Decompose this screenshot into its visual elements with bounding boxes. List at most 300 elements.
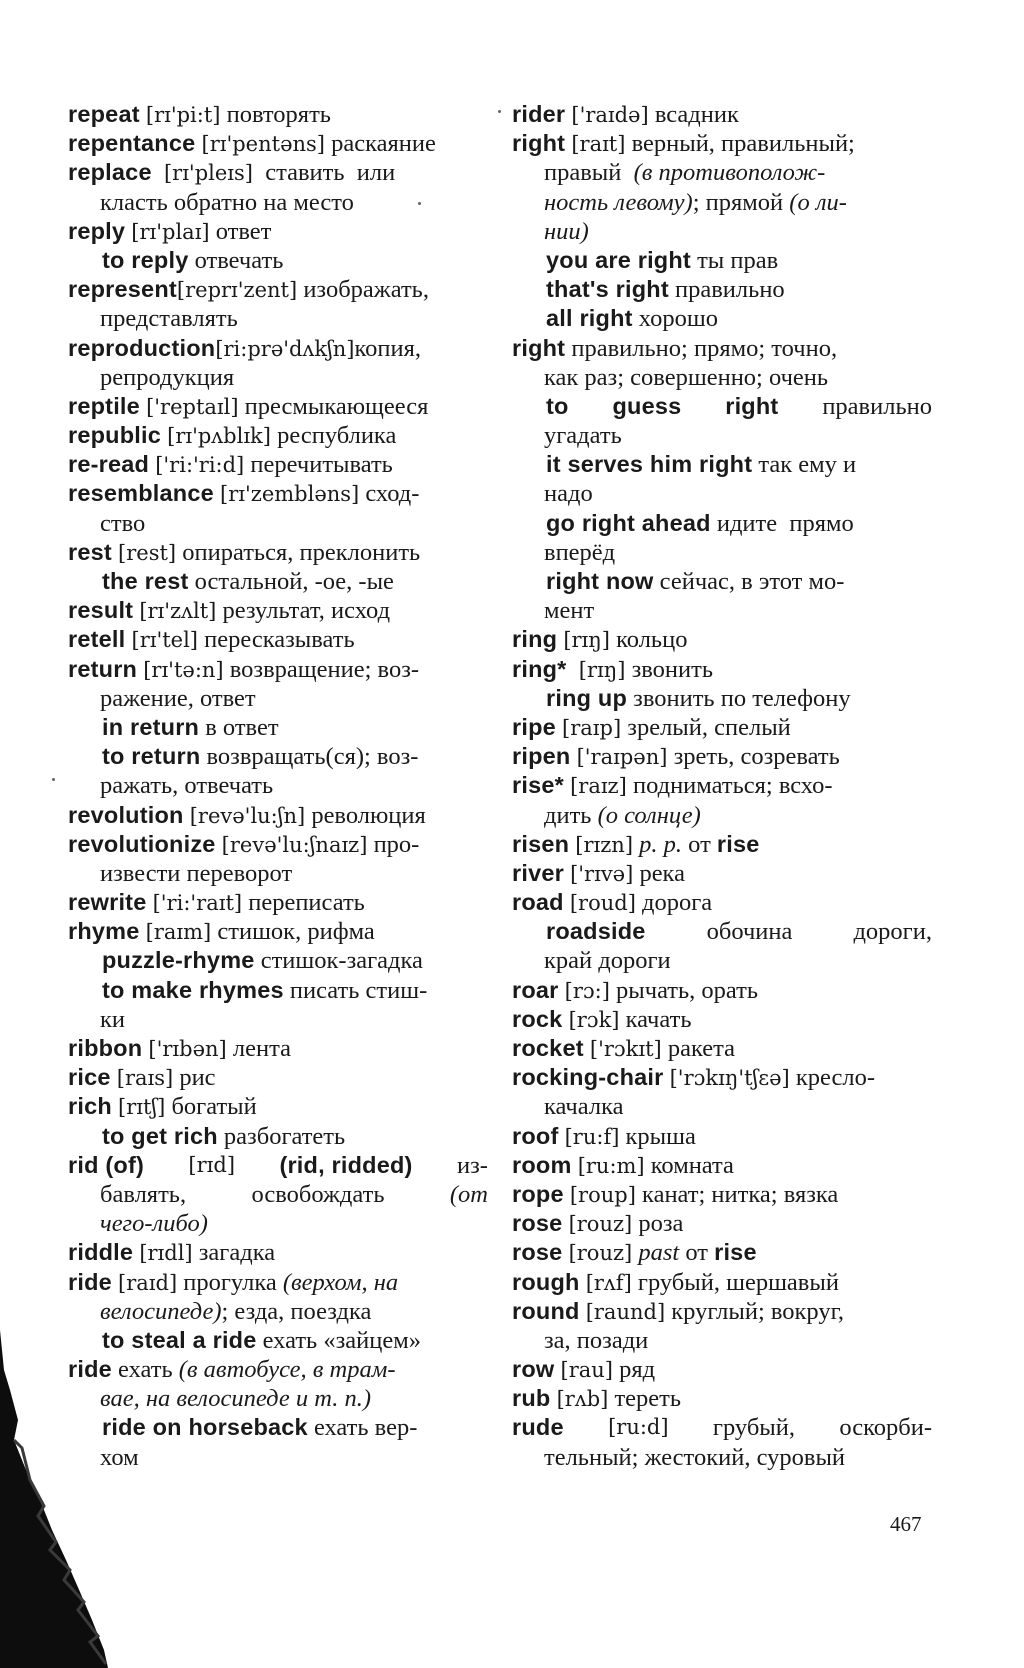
- transcription: ['raɪdə]: [571, 103, 649, 127]
- transcription: [rest]: [118, 540, 177, 565]
- translation: грубый, шершавый: [631, 1268, 839, 1296]
- headword: ride: [68, 1268, 112, 1295]
- headword: represent: [68, 276, 177, 303]
- entry-line: [512, 100, 932, 129]
- transcription: [revə'lu:ʃn]: [189, 803, 306, 828]
- headword: replace: [68, 159, 152, 186]
- translation: дить: [544, 801, 598, 829]
- continuation-line: [68, 1297, 488, 1326]
- gloss: (о солнце): [597, 801, 701, 829]
- headword: ripe: [512, 713, 556, 740]
- continuation-line: [68, 771, 488, 800]
- translation: ; прямой: [692, 188, 790, 216]
- gloss: (о ли-: [789, 188, 847, 216]
- subentry-line: [68, 567, 488, 596]
- headword: ring up: [546, 684, 628, 711]
- headword: rider: [512, 101, 566, 127]
- translation: обочина: [706, 918, 793, 946]
- subentry-line: [68, 246, 488, 275]
- transcription: [rɔk]: [568, 1007, 620, 1032]
- translation: так ему и: [752, 451, 857, 479]
- headword: ride on horseback: [102, 1414, 308, 1441]
- translation: правильно; прямо; точно,: [565, 334, 838, 362]
- entry-line: [512, 976, 932, 1005]
- entry-line: [68, 334, 488, 363]
- transcription: [rɪ'zʌlt]: [139, 599, 217, 624]
- headword: right now: [546, 568, 654, 594]
- translation: зрелый, спелый: [621, 713, 791, 741]
- transcription: [rɪ'tel]: [131, 628, 198, 653]
- translation: [567, 656, 579, 683]
- entry-line: [68, 392, 488, 421]
- subentry-line: [68, 713, 488, 742]
- transcription: [rɪ'pentəns]: [201, 132, 325, 157]
- translation: в ответ: [199, 713, 279, 741]
- headword: to get rich: [102, 1122, 218, 1149]
- translation: зреть, созревать: [667, 743, 840, 771]
- entry-line: [512, 1238, 932, 1267]
- headword: ring: [512, 626, 558, 653]
- transcription: [rɪtʃ]: [118, 1095, 166, 1120]
- headword: rise: [714, 1239, 757, 1266]
- transcription: [rʌf]: [585, 1270, 632, 1295]
- headword: reproduction: [68, 334, 216, 361]
- headword: right: [512, 130, 566, 157]
- translation: освобождать: [251, 1180, 385, 1208]
- translation: бавлять,: [100, 1180, 187, 1208]
- translation: от: [682, 830, 717, 858]
- transcription: [roup]: [569, 1182, 636, 1207]
- headword: rub: [512, 1385, 551, 1412]
- transcription: [rɪŋ]: [578, 657, 626, 682]
- subentry-line: [512, 304, 932, 333]
- translation: из-: [457, 1151, 488, 1179]
- transcription: ['raɪpən]: [576, 745, 668, 770]
- transcription: [revə'lu:ʃnaɪz]: [221, 832, 368, 857]
- transcription: [rʌb]: [556, 1387, 609, 1412]
- headword: to make rhymes: [102, 976, 284, 1003]
- translation: ражать, отвечать: [100, 772, 274, 800]
- headword: rhyme: [68, 918, 140, 945]
- transcription: [ru:f]: [564, 1124, 620, 1149]
- translation: опираться, преклонить: [176, 538, 421, 566]
- translation: переписать: [242, 889, 365, 917]
- headword: (rid, ridded): [279, 1151, 413, 1178]
- translation: ракета: [661, 1035, 736, 1062]
- subentry-line: [512, 275, 932, 304]
- transcription: ['rɔkɪŋ'tʃɛə]: [669, 1066, 790, 1091]
- translation: революция: [305, 801, 426, 829]
- headword: right: [512, 334, 566, 361]
- translation: дороги,: [853, 918, 932, 946]
- translation: подниматься; всхо-: [626, 772, 833, 800]
- translation: результат, исход: [216, 597, 391, 625]
- gloss: велосипеде): [100, 1297, 222, 1325]
- right-column: [512, 100, 932, 1472]
- translation: пресмыкающееся: [238, 392, 429, 420]
- headword: ride: [68, 1356, 112, 1383]
- translation: повторять: [220, 101, 331, 128]
- translation: лента: [226, 1035, 291, 1062]
- translation: копия,: [354, 334, 422, 362]
- entry-line: [68, 129, 488, 158]
- entry-line: [512, 1413, 932, 1442]
- subentry-line: [68, 976, 488, 1005]
- transcription: [rɪŋ]: [563, 628, 610, 653]
- continuation-line: [512, 363, 932, 392]
- translation: загадка: [192, 1239, 276, 1267]
- entry-line: [512, 655, 932, 684]
- headword: the rest: [102, 568, 189, 594]
- headword: to reply: [102, 246, 189, 273]
- translation: кольцо: [609, 626, 688, 654]
- translation: качалка: [544, 1093, 624, 1121]
- translation: ставить или: [252, 159, 396, 187]
- translation: верный, правильный;: [625, 130, 855, 158]
- translation: канат; нитка; вязка: [635, 1180, 839, 1208]
- gloss: (в противополож-: [633, 159, 826, 187]
- transcription: [rouz]: [568, 1241, 633, 1266]
- entry-line: [512, 1122, 932, 1151]
- entry-line: [512, 1268, 932, 1297]
- continuation-line: [68, 684, 488, 713]
- translation: звонить по телефону: [627, 684, 851, 712]
- translation: как раз; совершенно; очень: [544, 363, 829, 391]
- entry-line: [68, 275, 488, 304]
- translation: край дороги: [544, 947, 671, 975]
- entry-line: [68, 1151, 488, 1180]
- translation: ; езда, поездка: [221, 1297, 372, 1325]
- translation: всадник: [648, 101, 739, 128]
- continuation-line: [68, 859, 488, 888]
- translation: правильно: [822, 392, 932, 420]
- entry-line: [68, 1268, 488, 1297]
- translation: мент: [544, 597, 595, 625]
- translation: ряд: [613, 1356, 656, 1384]
- entry-line: [68, 801, 488, 830]
- transcription: [reprɪ'zent]: [176, 278, 298, 303]
- translation: тереть: [608, 1385, 682, 1413]
- headword: ripen: [512, 743, 571, 770]
- continuation-line: [512, 538, 932, 567]
- entry-line: [512, 625, 932, 654]
- transcription: [ri:prə'dʌkʃn]: [215, 336, 355, 361]
- entry-line: [512, 742, 932, 771]
- speck: [418, 202, 421, 205]
- gloss: нии): [544, 217, 589, 245]
- translation: крыша: [619, 1122, 696, 1150]
- transcription: ['rɔkɪt]: [589, 1037, 662, 1061]
- translation: угадать: [544, 422, 622, 450]
- translation: ответ: [209, 217, 272, 245]
- translation: ехать вер-: [307, 1414, 418, 1442]
- translation: отвечать: [188, 246, 284, 274]
- headword: rude: [512, 1414, 564, 1441]
- subentry-line: [512, 246, 932, 275]
- headword: in return: [102, 713, 200, 740]
- continuation-line: [68, 304, 488, 333]
- transcription: [rɪdl]: [139, 1241, 193, 1266]
- subentry-line: [512, 392, 932, 421]
- headword: repentance: [68, 130, 196, 157]
- translation: представлять: [100, 305, 238, 333]
- speck: [498, 110, 501, 113]
- translation: [152, 159, 164, 186]
- translation: республика: [270, 422, 397, 450]
- subentry-line: [512, 917, 932, 946]
- continuation-line: [512, 1443, 932, 1472]
- transcription: [raɪs]: [116, 1066, 174, 1091]
- left-column: [68, 100, 488, 1472]
- entry-line: [68, 1092, 488, 1121]
- transcription: [raɪm]: [145, 920, 212, 945]
- entry-line: [512, 1384, 932, 1413]
- headword: ring*: [512, 655, 567, 682]
- translation: тельный; жестокий, суровый: [544, 1443, 846, 1471]
- translation: дорога: [635, 889, 713, 917]
- continuation-line: [512, 596, 932, 625]
- entry-line: [68, 1238, 488, 1267]
- transcription: [roud]: [569, 891, 636, 916]
- translation: возвращать(ся); воз-: [200, 743, 419, 771]
- headword: re-read: [68, 451, 150, 478]
- gloss: (от: [449, 1180, 488, 1208]
- subentry-line: [512, 509, 932, 538]
- entry-line: [512, 771, 932, 800]
- gloss: past: [638, 1239, 680, 1267]
- transcription: [rɪd]: [188, 1152, 236, 1177]
- transcription: ['rɪvə]: [570, 861, 634, 886]
- transcription: [rɪ'plaɪ]: [131, 219, 210, 244]
- headword: that's right: [546, 276, 669, 303]
- transcription: [rɪ'pʌblɪk]: [167, 424, 271, 449]
- entry-line: [68, 450, 488, 479]
- translation: ехать «зайцем»: [256, 1326, 422, 1354]
- translation: грубый,: [712, 1414, 795, 1442]
- headword: ribbon: [68, 1035, 143, 1061]
- headword: rest: [68, 538, 112, 565]
- translation: ражение, ответ: [100, 684, 256, 712]
- entry-line: [68, 596, 488, 625]
- headword: rewrite: [68, 889, 147, 916]
- page-number: 467: [890, 1512, 922, 1536]
- transcription: [raɪz]: [570, 774, 627, 799]
- headword: it serves him right: [546, 451, 753, 478]
- headword: revolutionize: [68, 830, 216, 857]
- gloss: p. p.: [639, 830, 683, 858]
- continuation-line: [512, 158, 932, 187]
- translation: ство: [100, 509, 146, 537]
- translation: качать: [619, 1005, 692, 1033]
- headword: road: [512, 889, 564, 916]
- continuation-line: [68, 1384, 488, 1413]
- headword: rid (of): [68, 1151, 144, 1178]
- headword: rose: [512, 1239, 563, 1266]
- translation: стишок-загадка: [254, 947, 423, 975]
- entry-line: [512, 1151, 932, 1180]
- entry-line: [512, 1297, 932, 1326]
- translation: рычать, орать: [609, 976, 759, 1004]
- transcription: [rɪ'pleɪs]: [163, 161, 253, 186]
- continuation-line: [512, 217, 932, 246]
- translation: звонить: [625, 655, 714, 683]
- gloss: чего-либо): [100, 1210, 208, 1238]
- continuation-line: [512, 421, 932, 450]
- headword: rice: [68, 1064, 111, 1091]
- transcription: [ru:m]: [577, 1153, 645, 1178]
- transcription: [raɪd]: [118, 1270, 178, 1295]
- headword: roadside: [546, 918, 646, 945]
- headword: rope: [512, 1180, 564, 1207]
- entry-line: [512, 1180, 932, 1209]
- transcription: ['ri:'raɪt]: [152, 891, 243, 916]
- gloss: вае, на велосипеде и т. п.): [100, 1385, 371, 1413]
- headword: river: [512, 859, 564, 886]
- translation: хорошо: [632, 305, 718, 333]
- headword: row: [512, 1356, 555, 1383]
- headword: room: [512, 1151, 572, 1178]
- entry-line: [68, 100, 488, 129]
- translation: роза: [632, 1210, 684, 1238]
- continuation-line: [68, 363, 488, 392]
- headword: right: [725, 392, 779, 419]
- translation: хом: [100, 1443, 139, 1471]
- continuation-line: [68, 188, 488, 217]
- headword: reptile: [68, 392, 140, 419]
- headword: rough: [512, 1268, 580, 1295]
- page-edge-shadow-shape: [0, 1330, 108, 1668]
- subentry-line: [68, 742, 488, 771]
- continuation-line: [68, 1180, 488, 1209]
- headword: rocking-chair: [512, 1064, 664, 1091]
- transcription: ['reptaɪl]: [146, 394, 239, 419]
- headword: return: [68, 655, 138, 682]
- translation: раскаяние: [325, 130, 436, 158]
- translation: перечитывать: [244, 451, 393, 479]
- continuation-line: [512, 946, 932, 975]
- gloss: (в автобусе, в трам-: [178, 1356, 396, 1384]
- translation: про-: [367, 830, 420, 858]
- translation: оскорби-: [839, 1414, 932, 1442]
- transcription: ['ri:'ri:d]: [155, 453, 245, 478]
- transcription: [rau]: [560, 1358, 613, 1383]
- transcription: [rɪzn]: [575, 832, 634, 857]
- translation: ехать: [111, 1356, 179, 1384]
- headword: go right ahead: [546, 509, 711, 536]
- transcription: [ru:d]: [608, 1415, 669, 1440]
- headword: guess: [612, 392, 682, 419]
- headword: rose: [512, 1210, 563, 1237]
- entry-line: [68, 917, 488, 946]
- headword: rich: [68, 1093, 112, 1120]
- continuation-line: [68, 509, 488, 538]
- translation: ты прав: [690, 246, 779, 274]
- transcription: [rouz]: [568, 1212, 633, 1237]
- entry-line: [512, 1005, 932, 1034]
- page-edge-shadow: [0, 1330, 110, 1668]
- entry-line: [512, 713, 932, 742]
- translation: прогулка: [177, 1268, 283, 1296]
- entry-line: [512, 888, 932, 917]
- entry-line: [68, 830, 488, 859]
- entry-line: [68, 1063, 488, 1092]
- transcription: [raɪp]: [562, 715, 622, 740]
- translation: комната: [644, 1151, 734, 1179]
- translation: репродукция: [100, 363, 235, 391]
- transcription: [rɪ'tə:n]: [143, 657, 224, 682]
- continuation-line: [512, 1092, 932, 1121]
- gloss: (верхом, на: [282, 1268, 399, 1296]
- translation: идите прямо: [710, 509, 854, 537]
- subentry-line: [68, 1326, 488, 1355]
- translation: писать стиш-: [283, 976, 428, 1004]
- translation: пересказывать: [198, 626, 355, 654]
- translation: правильно: [668, 276, 785, 304]
- speck: [52, 778, 55, 781]
- entry-line: [512, 830, 932, 859]
- entry-line: [68, 1034, 488, 1063]
- translation: изображать,: [297, 276, 429, 304]
- translation: стишок, рифма: [211, 918, 375, 946]
- transcription: ['rɪbən]: [148, 1037, 227, 1061]
- subentry-line: [512, 567, 932, 596]
- entry-line: [68, 1355, 488, 1384]
- subentry-line: [68, 1122, 488, 1151]
- headword: roar: [512, 976, 559, 1003]
- continuation-line: [68, 1005, 488, 1034]
- headword: rise*: [512, 772, 564, 799]
- translation: извести переворот: [100, 859, 293, 887]
- headword: result: [68, 597, 134, 624]
- translation: сейчас, в этот мо-: [653, 568, 845, 595]
- headword: resemblance: [68, 480, 214, 507]
- continuation-line: [512, 801, 932, 830]
- translation: возвращение; воз-: [223, 655, 420, 683]
- translation: остальной, -ое, -ые: [188, 568, 394, 595]
- transcription: [rɪ'zembləns]: [220, 482, 360, 507]
- translation: река: [633, 859, 685, 887]
- transcription: [rɪ'pi:t]: [145, 103, 221, 127]
- headword: rock: [512, 1005, 563, 1032]
- continuation-line: [68, 1443, 488, 1472]
- headword: reply: [68, 217, 126, 244]
- headword: rocket: [512, 1035, 584, 1061]
- entry-line: [68, 625, 488, 654]
- continuation-line: [512, 188, 932, 217]
- entry-line: [512, 859, 932, 888]
- entry-line: [68, 888, 488, 917]
- headword: you are right: [546, 246, 691, 273]
- entry-line: [512, 334, 932, 363]
- transcription: [rɔ:]: [564, 978, 610, 1003]
- translation: от: [679, 1239, 715, 1267]
- gloss: ность левому): [544, 188, 693, 216]
- translation: надо: [544, 480, 593, 508]
- headword: round: [512, 1297, 580, 1324]
- subentry-line: [512, 450, 932, 479]
- transcription: [raund]: [585, 1299, 666, 1324]
- translation: круглый; вокруг,: [665, 1297, 845, 1325]
- translation: разбогатеть: [217, 1122, 346, 1150]
- entry-line: [512, 1034, 932, 1063]
- translation: за, позади: [544, 1326, 649, 1354]
- entry-line: [512, 129, 932, 158]
- translation: сход-: [359, 480, 420, 508]
- headword: rise: [716, 830, 760, 857]
- headword: risen: [512, 830, 570, 857]
- continuation-line: [68, 1209, 488, 1238]
- entry-line: [512, 1209, 932, 1238]
